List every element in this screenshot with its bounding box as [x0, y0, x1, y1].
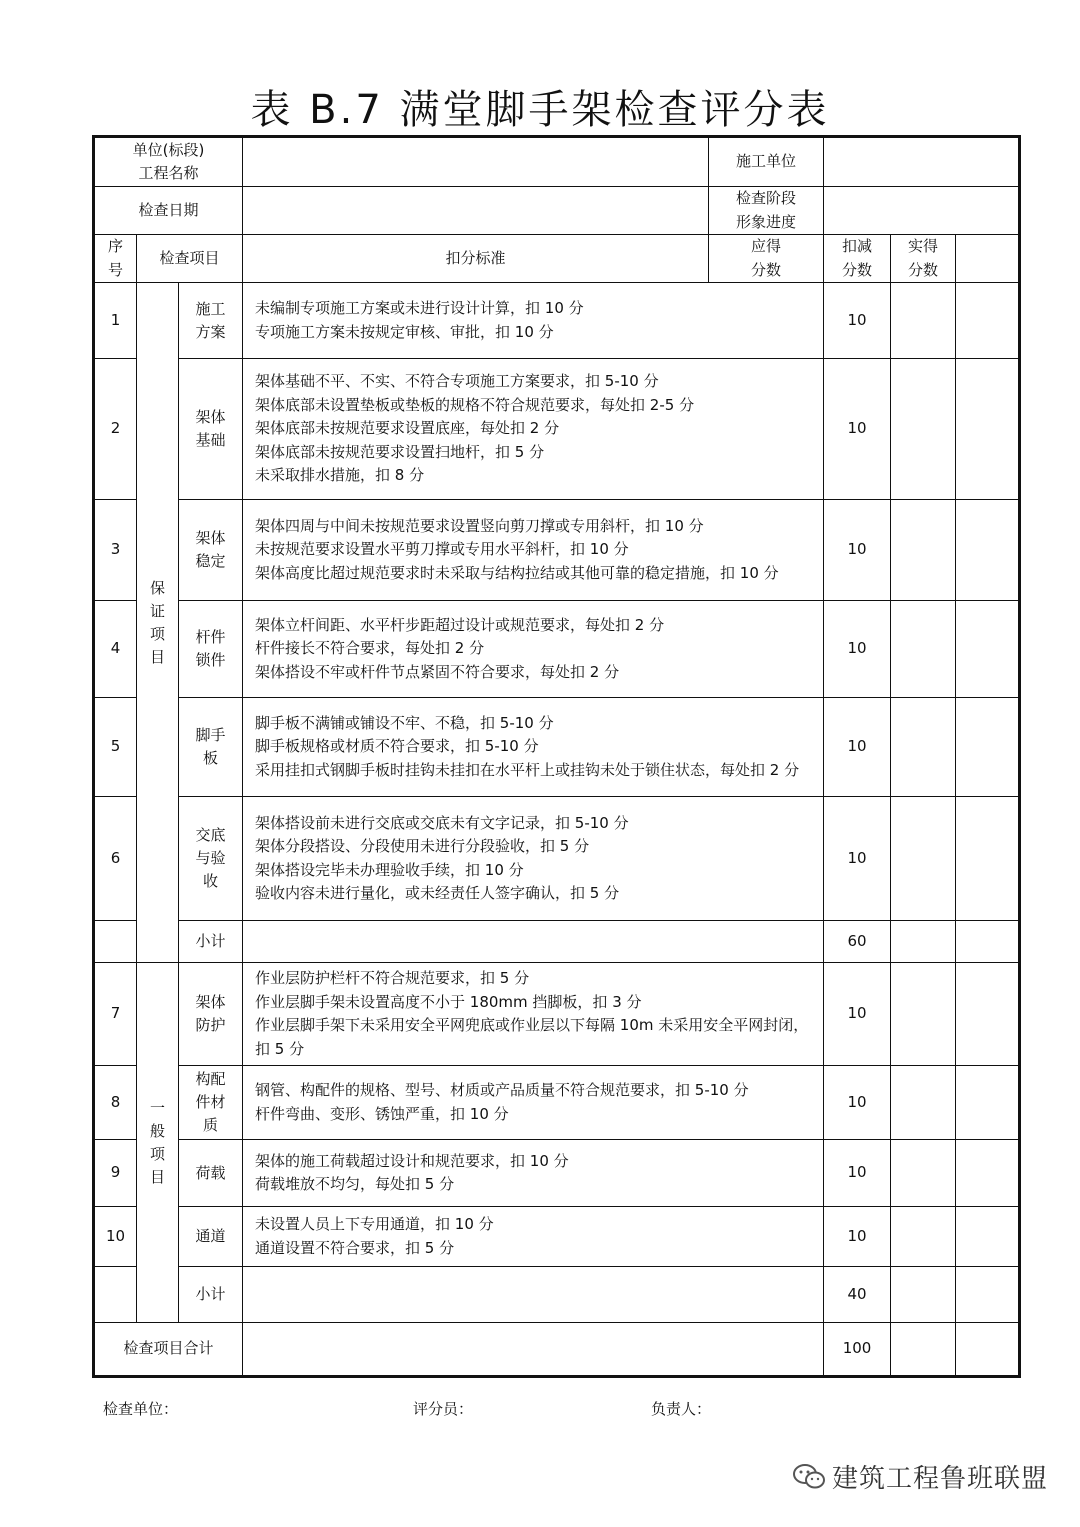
- total-due: 100: [824, 1323, 891, 1377]
- subtotal-number: [94, 921, 137, 963]
- row-number: 8: [94, 1066, 137, 1140]
- row-due-score: 10: [824, 359, 891, 500]
- row-standard: [243, 601, 824, 698]
- date-label: 检查日期: [94, 187, 243, 235]
- unit-value[interactable]: [243, 137, 709, 187]
- text-line: 工程名称: [138, 164, 199, 182]
- row-due-score: 10: [824, 601, 891, 698]
- watermark-text: 建筑工程鲁班联盟: [832, 1464, 1049, 1494]
- row-number: 7: [94, 963, 137, 1066]
- text-line: 锁件: [195, 651, 226, 669]
- total-standard: [243, 1323, 824, 1377]
- subtotal-actual[interactable]: [956, 1267, 1020, 1323]
- text-line: 目: [149, 647, 165, 666]
- row-actual-score[interactable]: [956, 283, 1020, 359]
- text-line: 板: [203, 749, 219, 767]
- table-row: [94, 283, 1020, 359]
- text-line: 基础: [195, 431, 226, 449]
- row-standard: [243, 963, 824, 1066]
- column-header-row: [94, 235, 1020, 283]
- row-actual-score[interactable]: [956, 500, 1020, 601]
- row-actual-score[interactable]: [956, 1066, 1020, 1140]
- row-due-score: 10: [824, 283, 891, 359]
- standard-line: 架体底部未设置垫板或垫板的规格不符合规范要求，每处扣 2-5 分: [255, 395, 695, 414]
- row-deduct-score[interactable]: [891, 500, 956, 601]
- standard-line: 未设置人员上下专用通道，扣 10 分: [255, 1215, 494, 1233]
- standard-line: 通道设置不符合要求，扣 5 分: [255, 1238, 455, 1257]
- row-item: [179, 1066, 243, 1140]
- row-deduct-score[interactable]: [891, 698, 956, 797]
- row-number: 4: [94, 601, 137, 698]
- row-standard: [243, 797, 824, 921]
- text-line: 件材: [195, 1093, 226, 1111]
- row-item: [179, 283, 243, 359]
- table-row: [94, 500, 1020, 601]
- subtotal-label: 小计: [179, 1267, 243, 1323]
- total-label: 检查项目合计: [94, 1323, 243, 1377]
- date-value[interactable]: [243, 187, 709, 235]
- row-number: 10: [94, 1207, 137, 1267]
- watermark: [792, 1458, 1048, 1495]
- col-standard: 扣分标准: [243, 235, 709, 283]
- row-deduct-score[interactable]: [891, 1207, 956, 1267]
- row-number: 6: [94, 797, 137, 921]
- text-line: 脚手: [195, 726, 226, 744]
- row-due-score: 10: [824, 500, 891, 601]
- text-line: 单位(标段): [132, 140, 205, 159]
- row-actual-score[interactable]: [956, 963, 1020, 1066]
- text-line: 分数: [842, 260, 873, 279]
- row-number: 9: [94, 1140, 137, 1207]
- standard-line: 专项施工方案未按规定审核、审批，扣 10 分: [255, 322, 554, 341]
- standard-line: 作业层脚手架下未采用安全平网兜底或作业层以下每隔 10m 未采用安全平网封闭，扣 5 分: [255, 1016, 809, 1058]
- text-line: 稳定: [195, 552, 226, 570]
- subtotal-deduct[interactable]: [891, 921, 956, 963]
- row-due-score: 10: [824, 963, 891, 1066]
- text-line: 架体: [195, 993, 226, 1011]
- standard-line: 杆件弯曲、变形、锈蚀严重，扣 10 分: [255, 1104, 509, 1123]
- contractor-value[interactable]: [824, 137, 1020, 187]
- row-actual-score[interactable]: [956, 601, 1020, 698]
- group-label: [137, 283, 179, 963]
- standard-line: 架体四周与中间未按规范要求设置竖向剪刀撑或专用斜杆，扣 10 分: [255, 516, 704, 535]
- standard-line: 脚手板规格或材质不符合要求，扣 5-10 分: [255, 737, 539, 756]
- subtotal-due: 40: [824, 1267, 891, 1323]
- row-number: 5: [94, 698, 137, 797]
- standard-line: 钢管、构配件的规格、型号、材质或产品质量不符合规范要求，扣 5-10 分: [255, 1081, 749, 1099]
- row-deduct-score[interactable]: [891, 1066, 956, 1140]
- row-due-score: 10: [824, 698, 891, 797]
- standard-line: 未编制专项施工方案或未进行设计计算，扣 10 分: [255, 299, 584, 317]
- standard-line: 架体分段搭设、分段使用未进行分段验收，扣 5 分: [255, 837, 590, 855]
- table-row: [94, 698, 1020, 797]
- table-row: [94, 359, 1020, 500]
- text-line: 施工: [195, 299, 226, 318]
- text-line: 构配: [195, 1070, 226, 1088]
- row-deduct-score[interactable]: [891, 963, 956, 1066]
- standard-line: 架体搭设不牢或杆件节点紧固不符合要求，每处扣 2 分: [255, 662, 620, 681]
- text-line: 杆件: [195, 628, 226, 646]
- standard-line: 架体底部未按规范要求设置底座，每处扣 2 分: [255, 419, 560, 438]
- standard-line: 脚手板不满铺或铺设不牢、不稳，扣 5-10 分: [255, 713, 554, 732]
- subtotal-deduct[interactable]: [891, 1267, 956, 1323]
- row-item: [179, 797, 243, 921]
- table-row: [94, 601, 1020, 698]
- text-line: 收: [203, 872, 219, 890]
- col-item: 检查项目: [137, 235, 243, 283]
- wechat-icon: [792, 1463, 826, 1491]
- stage-value[interactable]: [824, 187, 1020, 235]
- col-actual: [891, 235, 956, 283]
- subtotal-row: [94, 921, 1020, 963]
- text-line: 项: [149, 624, 165, 643]
- table-row: [94, 797, 1020, 921]
- standard-line: 架体搭设前未进行交底或交底未有文字记录，扣 5-10 分: [255, 813, 629, 832]
- text-line: 形象进度: [736, 212, 797, 231]
- row-due-score: 10: [824, 1140, 891, 1207]
- row-standard: [243, 283, 824, 359]
- row-actual-score[interactable]: [956, 359, 1020, 500]
- row-standard: [243, 1066, 824, 1140]
- row-due-score: 10: [824, 1207, 891, 1267]
- row-number: 1: [94, 283, 137, 359]
- row-actual-score[interactable]: [956, 698, 1020, 797]
- text-line: 实得: [908, 237, 939, 255]
- page-title: 表 B.7 满堂脚手架检查评分表: [250, 87, 830, 133]
- col-due: [709, 235, 824, 283]
- row-deduct-score[interactable]: [891, 359, 956, 500]
- text-line: 荷载: [195, 1163, 226, 1182]
- row-item: [179, 698, 243, 797]
- row-standard: [243, 359, 824, 500]
- responsible-label: 负责人：: [651, 1400, 712, 1418]
- text-line: 证: [149, 601, 165, 620]
- standard-line: 杆件接长不符合要求，每处扣 2 分: [255, 639, 485, 658]
- row-item: [179, 1140, 243, 1207]
- row-due-score: 10: [824, 1066, 891, 1140]
- standard-line: 作业层脚手架未设置高度不小于 180mm 挡脚板，扣 3 分: [255, 992, 642, 1011]
- total-row: [94, 1323, 1020, 1377]
- standard-line: 未按规范要求设置水平剪刀撑或专用水平斜杆，扣 10 分: [255, 540, 629, 559]
- standard-line: 架体的施工荷载超过设计和规范要求，扣 10 分: [255, 1151, 569, 1170]
- row-item: [179, 500, 243, 601]
- subtotal-standard: [243, 1267, 824, 1323]
- row-actual-score[interactable]: [956, 1140, 1020, 1207]
- unit-label: [94, 137, 243, 187]
- row-standard: [243, 500, 824, 601]
- row-number: 2: [94, 359, 137, 500]
- text-line: 一: [149, 1098, 165, 1117]
- text-line: 分数: [908, 260, 939, 279]
- row-item: [179, 601, 243, 698]
- row-actual-score[interactable]: [956, 1207, 1020, 1267]
- row-actual-score[interactable]: [956, 797, 1020, 921]
- subtotal-actual[interactable]: [956, 921, 1020, 963]
- row-item: [179, 359, 243, 500]
- standard-line: 荷载堆放不均匀，每处扣 5 分: [255, 1175, 455, 1193]
- row-item: [179, 1207, 243, 1267]
- header-row-unit: [94, 137, 1020, 187]
- row-deduct-score[interactable]: [891, 601, 956, 698]
- subtotal-number: [94, 1267, 137, 1323]
- standard-line: 架体高度比超过规范要求时未采取与结构拉结或其他可靠的稳定措施，扣 10 分: [255, 563, 779, 582]
- group-label: [137, 963, 179, 1323]
- col-seq: [94, 235, 137, 283]
- row-standard: [243, 1140, 824, 1207]
- text-line: 与验: [195, 849, 226, 867]
- text-line: 应得: [751, 237, 782, 255]
- table-row: [94, 963, 1020, 1066]
- stage-label: [709, 187, 824, 235]
- text-line: 检查阶段: [736, 189, 797, 207]
- table-row: [94, 1140, 1020, 1207]
- scorer-label: 评分员：: [413, 1400, 474, 1418]
- text-line: 目: [149, 1167, 165, 1186]
- text-line: 防护: [195, 1016, 226, 1034]
- text-line: 方案: [195, 322, 226, 341]
- total-actual[interactable]: [956, 1323, 1020, 1377]
- subtotal-row: [94, 1267, 1020, 1323]
- text-line: 通道: [195, 1227, 226, 1245]
- standard-line: 架体立杆间距、水平杆步距超过设计或规范要求，每处扣 2 分: [255, 615, 665, 634]
- standard-line: 架体底部未按规范要求设置扫地杆，扣 5 分: [255, 442, 545, 461]
- contractor-label: 施工单位: [709, 137, 824, 187]
- row-standard: [243, 1207, 824, 1267]
- row-deduct-score[interactable]: [891, 283, 956, 359]
- standard-line: 验收内容未进行量化，或未经责任人签字确认，扣 5 分: [255, 884, 620, 902]
- row-item: [179, 963, 243, 1066]
- subtotal-due: 60: [824, 921, 891, 963]
- text-line: 扣减: [842, 237, 873, 255]
- inspection-score-table: [92, 135, 1021, 1378]
- text-line: 项: [149, 1144, 165, 1163]
- row-standard: [243, 698, 824, 797]
- text-line: 序: [107, 237, 123, 255]
- text-line: 号: [107, 260, 123, 279]
- table-row: [94, 1066, 1020, 1140]
- inspector-unit-label: 检查单位：: [103, 1400, 179, 1418]
- text-line: 架体: [195, 529, 226, 547]
- standard-line: 未采取排水措施，扣 8 分: [255, 466, 425, 485]
- subtotal-standard: [243, 921, 824, 963]
- text-line: 般: [149, 1121, 165, 1140]
- row-number: 3: [94, 500, 137, 601]
- standard-line: 架体基础不平、不实、不符合专项施工方案要求，扣 5-10 分: [255, 372, 659, 391]
- header-row-date: [94, 187, 1020, 235]
- text-line: 质: [203, 1116, 219, 1134]
- standard-line: 架体搭设完毕未办理验收手续，扣 10 分: [255, 860, 524, 879]
- text-line: 保: [149, 578, 165, 597]
- row-due-score: 10: [824, 797, 891, 921]
- col-deduct: [824, 235, 891, 283]
- text-line: 交底: [195, 826, 226, 844]
- table-row: [94, 1207, 1020, 1267]
- row-deduct-score[interactable]: [891, 797, 956, 921]
- subtotal-label: 小计: [179, 921, 243, 963]
- total-deduct[interactable]: [891, 1323, 956, 1377]
- standard-line: 采用挂扣式钢脚手板时挂钩未挂扣在水平杆上或挂钩未处于锁住状态，每处扣 2 分: [255, 760, 800, 779]
- standard-line: 作业层防护栏杆不符合规范要求，扣 5 分: [255, 969, 530, 987]
- text-line: 分数: [751, 260, 782, 279]
- text-line: 架体: [195, 408, 226, 426]
- row-deduct-score[interactable]: [891, 1140, 956, 1207]
